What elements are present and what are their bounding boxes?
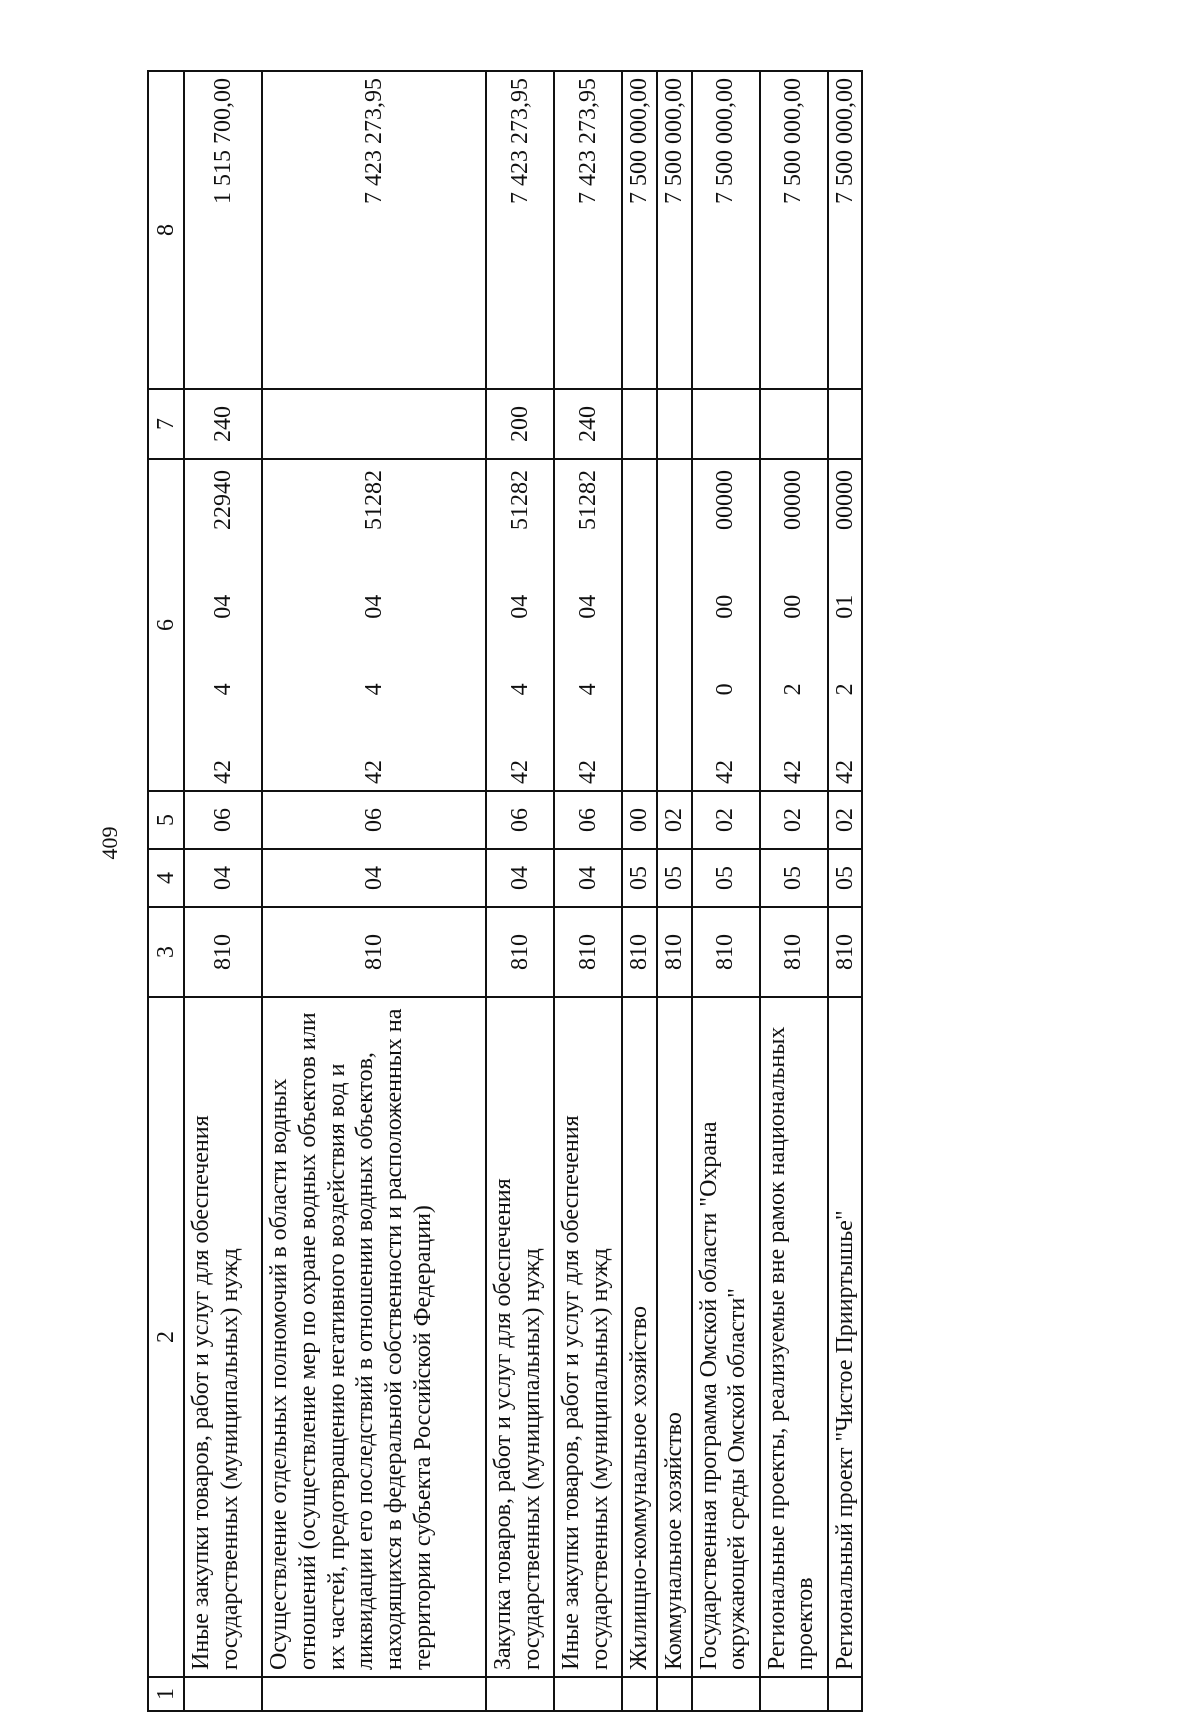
target-article-part: 00 xyxy=(712,594,739,619)
expense-type-cell: 240 xyxy=(554,389,622,459)
row-name-cell: Коммунальное хозяйство xyxy=(657,997,692,1677)
row-name-cell: Региональный проект "Чистое Прииртышье" xyxy=(828,997,863,1677)
ministry-code-cell: 810 xyxy=(692,907,760,997)
budget-table-container xyxy=(147,72,1047,1712)
target-article-part: 04 xyxy=(574,594,601,619)
ministry-code-cell: 810 xyxy=(554,907,622,997)
column-header: 2 xyxy=(148,997,184,1677)
subsection-code-cell: 06 xyxy=(262,791,486,849)
table-row xyxy=(760,71,828,1711)
column-header: 4 xyxy=(148,849,184,907)
row-name-cell: Жилищно-коммунальное хозяйство xyxy=(622,997,657,1677)
expense-type-cell xyxy=(692,389,760,459)
amount-cell: 7 500 000,00 xyxy=(760,71,828,389)
row-number-cell xyxy=(657,1677,692,1711)
target-article-cell xyxy=(486,459,554,791)
row-name-cell: Региональные проекты, реализуемые вне рамок национальных проектов xyxy=(760,997,828,1677)
expense-type-cell xyxy=(828,389,863,459)
amount-cell: 7 500 000,00 xyxy=(692,71,760,389)
section-code-cell: 05 xyxy=(760,849,828,907)
target-article-code xyxy=(779,460,808,790)
target-article-part: 00 xyxy=(780,594,807,619)
column-header: 5 xyxy=(148,791,184,849)
subsection-code-cell: 06 xyxy=(184,791,262,849)
subsection-code-cell: 06 xyxy=(554,791,622,849)
target-article-part: 04 xyxy=(360,594,387,619)
subsection-code-cell: 00 xyxy=(622,791,657,849)
subsection-code-cell: 02 xyxy=(692,791,760,849)
target-article-part: 51282 xyxy=(574,470,601,531)
row-number-cell xyxy=(828,1677,863,1711)
target-article-part: 42 xyxy=(780,760,807,784)
table-row xyxy=(486,71,554,1711)
target-article-part: 4 xyxy=(209,683,236,696)
target-article-part: 51282 xyxy=(506,470,533,531)
column-header: 3 xyxy=(148,907,184,997)
target-article-cell xyxy=(692,459,760,791)
amount-cell: 7 500 000,00 xyxy=(657,71,692,389)
expense-type-cell xyxy=(657,389,692,459)
target-article-cell xyxy=(554,459,622,791)
target-article-part: 4 xyxy=(506,683,533,696)
target-article-part: 22940 xyxy=(209,470,236,531)
column-header: 1 xyxy=(148,1677,184,1711)
row-name-cell: Иные закупки товаров, работ и услуг для обеспечения государственных (муниципальных) нужд xyxy=(184,997,262,1677)
ministry-code-cell: 810 xyxy=(622,907,657,997)
target-article-part: 2 xyxy=(831,683,858,696)
amount-cell: 7 423 273,95 xyxy=(486,71,554,389)
target-article-part: 42 xyxy=(209,760,236,784)
target-article-cell xyxy=(262,459,486,791)
target-article-part: 00000 xyxy=(831,470,858,531)
section-code-cell: 05 xyxy=(622,849,657,907)
ministry-code-cell: 810 xyxy=(184,907,262,997)
target-article-part: 42 xyxy=(712,760,739,784)
target-article-cell xyxy=(622,459,657,791)
header-row xyxy=(148,71,184,1711)
target-article-code xyxy=(574,460,603,790)
target-article-cell xyxy=(657,459,692,791)
row-name-cell: Государственная программа Омской области "Охрана окружающей среды Омской области" xyxy=(692,997,760,1677)
subsection-code-cell: 06 xyxy=(486,791,554,849)
target-article-part: 00000 xyxy=(712,470,739,531)
row-name-cell: Закупка товаров, работ и услуг для обеспечения государственных (муниципальных) нужд xyxy=(486,997,554,1677)
target-article-code xyxy=(831,460,860,790)
amount-cell: 1 515 700,00 xyxy=(184,71,262,389)
target-article-code xyxy=(209,460,238,790)
page-number: 409 xyxy=(97,826,122,860)
expense-type-cell: 240 xyxy=(184,389,262,459)
column-header: 6 xyxy=(148,459,184,791)
expense-type-cell xyxy=(622,389,657,459)
target-article-part: 2 xyxy=(780,683,807,696)
budget-table xyxy=(147,70,863,1712)
row-name-cell: Иные закупки товаров, работ и услуг для обеспечения государственных (муниципальных) нужд xyxy=(554,997,622,1677)
row-number-cell xyxy=(554,1677,622,1711)
section-code-cell: 04 xyxy=(486,849,554,907)
amount-cell: 7 500 000,00 xyxy=(828,71,863,389)
target-article-part: 42 xyxy=(360,760,387,784)
target-article-part: 0 xyxy=(712,683,739,696)
row-number-cell xyxy=(184,1677,262,1711)
amount-cell: 7 423 273,95 xyxy=(554,71,622,389)
column-header: 8 xyxy=(148,71,184,389)
row-number-cell xyxy=(760,1677,828,1711)
target-article-part: 4 xyxy=(360,683,387,696)
table-row xyxy=(657,71,692,1711)
ministry-code-cell: 810 xyxy=(486,907,554,997)
section-code-cell: 05 xyxy=(692,849,760,907)
section-code-cell: 04 xyxy=(262,849,486,907)
table-row xyxy=(692,71,760,1711)
table-row xyxy=(622,71,657,1711)
ministry-code-cell: 810 xyxy=(657,907,692,997)
subsection-code-cell: 02 xyxy=(828,791,863,849)
target-article-part: 4 xyxy=(574,683,601,696)
ministry-code-cell: 810 xyxy=(262,907,486,997)
row-name-cell: Осуществление отдельных полномочий в области водных отношений (осуществление мер по охране водных объектов или их частей, предотвращению негативного воздействия вод и ликвидации его последствий в отношении водных объектов, находящихся в федеральной собственности и расположенных на территории субъекта Российской Федерации) xyxy=(262,997,486,1677)
target-article-part: 51282 xyxy=(360,470,387,531)
section-code-cell: 04 xyxy=(184,849,262,907)
table-row xyxy=(554,71,622,1711)
ministry-code-cell: 810 xyxy=(760,907,828,997)
row-number-cell xyxy=(486,1677,554,1711)
section-code-cell: 05 xyxy=(828,849,863,907)
target-article-part: 04 xyxy=(506,594,533,619)
target-article-code xyxy=(711,460,740,790)
row-number-cell xyxy=(262,1677,486,1711)
table-row xyxy=(262,71,486,1711)
section-code-cell: 05 xyxy=(657,849,692,907)
ministry-code-cell: 810 xyxy=(828,907,863,997)
table-row xyxy=(184,71,262,1711)
target-article-part: 42 xyxy=(831,760,858,784)
table-row xyxy=(828,71,863,1711)
expense-type-cell xyxy=(760,389,828,459)
target-article-part: 04 xyxy=(209,594,236,619)
amount-cell: 7 423 273,95 xyxy=(262,71,486,389)
target-article-code xyxy=(360,460,389,790)
target-article-cell xyxy=(184,459,262,791)
section-code-cell: 04 xyxy=(554,849,622,907)
target-article-part: 00000 xyxy=(780,470,807,531)
row-number-cell xyxy=(622,1677,657,1711)
expense-type-cell xyxy=(262,389,486,459)
subsection-code-cell: 02 xyxy=(657,791,692,849)
target-article-code xyxy=(506,460,535,790)
subsection-code-cell: 02 xyxy=(760,791,828,849)
expense-type-cell: 200 xyxy=(486,389,554,459)
column-header: 7 xyxy=(148,389,184,459)
target-article-part: 42 xyxy=(506,760,533,784)
target-article-part: 01 xyxy=(831,594,858,619)
row-number-cell xyxy=(692,1677,760,1711)
target-article-part: 42 xyxy=(574,760,601,784)
target-article-cell xyxy=(760,459,828,791)
amount-cell: 7 500 000,00 xyxy=(622,71,657,389)
target-article-cell xyxy=(828,459,863,791)
